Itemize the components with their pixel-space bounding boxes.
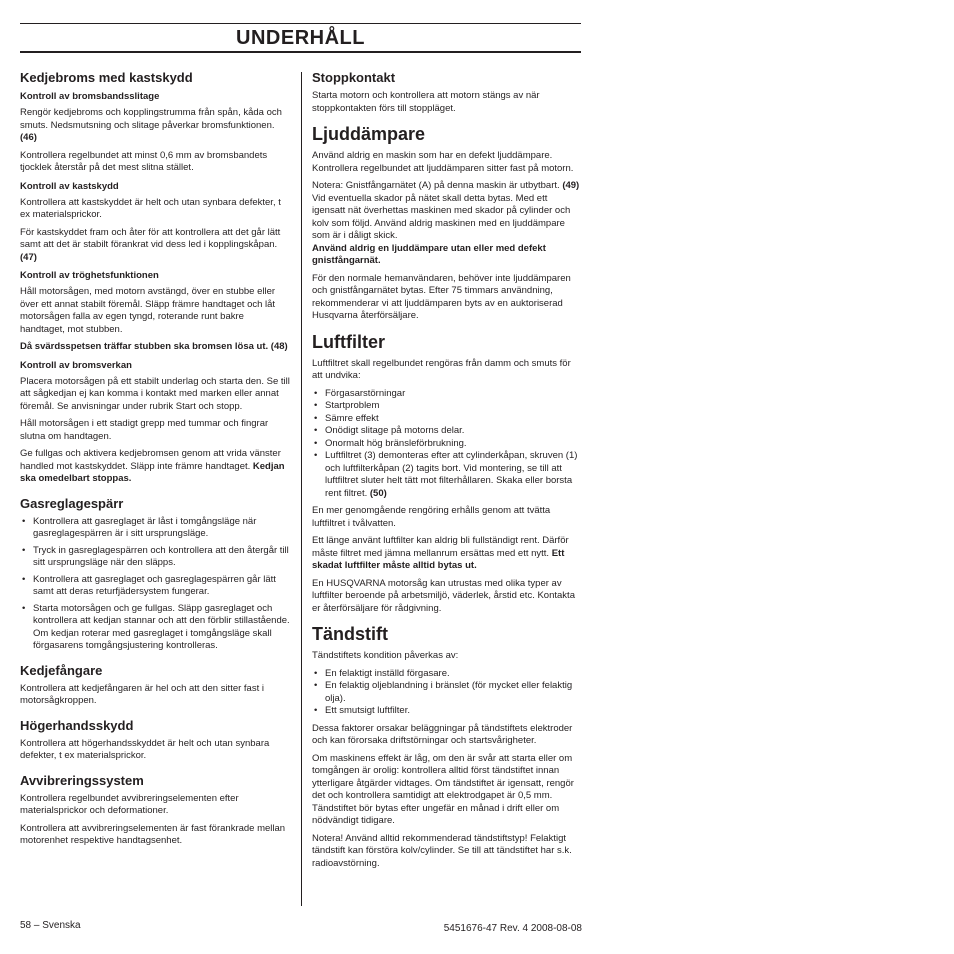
- paragraph: Ge fullgas och aktivera kedjebromsen genom att vrida vänster handled mot kastskyddet. Släpp inte främre handtaget. Kedjan ska omedelbart stoppas.: [20, 448, 285, 484]
- paragraph: Håll motorsågen i ett stadigt grepp med tummar och fingrar slutna om handtagen.: [20, 418, 269, 442]
- list-item: • En felaktig oljeblandning i bränslet (för mycket eller felaktig olja).: [312, 680, 582, 705]
- list-item: • Luftfiltret (3) demonteras efter att cylinderkåpan, skruven (1) och luftfilterkåpan (2) tagits bort. Vid montering, se till att luftfiltret sluter helt tätt mot filterhållaren. Skaka eller borsta rent filtret. (50): [312, 450, 582, 500]
- subsection-title-brake-band-wear: Kontroll av bromsbandsslitage: [20, 91, 160, 102]
- list-item: • Sämre effekt: [312, 413, 582, 426]
- paragraph: Kontrollera regelbundet att minst 0,6 mm av bromsbandets tjocklek återstår på det mest slitna stället.: [20, 149, 268, 173]
- section-title-stop-switch: Stoppkontakt: [312, 70, 396, 85]
- list-item: • Kontrollera att gasreglaget och gasreglagespärren går lätt samt att deras returfjädersystem fungerar.: [20, 574, 290, 599]
- section-title-throttle-lockout: Gasreglagespärr: [20, 495, 124, 511]
- section-title-right-hand-guard: Högerhandsskydd: [20, 717, 134, 733]
- paragraph: Kontrollera regelbundet avvibreringselementen efter materialsprickor och deformationer.: [20, 792, 239, 816]
- paragraph: Placera motorsågen på ett stabilt underlag och starta den. Se till att sågkedjan ej kan komma i kontakt med marken eller annat föremål. Se anvisningar under rubrik Start och stopp.: [20, 375, 290, 412]
- paragraph: Kontrollera att kastskyddet är helt och utan synbara defekter, t ex materialsprickor.: [20, 196, 281, 220]
- spark-plug-list: [312, 668, 582, 718]
- document-number: 5451676-47 Rev. 4 2008-08-08: [443, 923, 582, 934]
- paragraph: Håll motorsågen, med motorn avstängd, över en stubbe eller över ett annat stabilt föremål. Släpp främre handtaget och låt motorsågen falla av egen tyngd, roterande runt bakre handtaget, mot stubben.: [20, 286, 276, 335]
- section-title-chain-catcher: Kedjefångare: [20, 662, 103, 678]
- paragraph: För kastskyddet fram och åter för att kontrollera att det går lätt samt att det är stabilt förankrat vid dess led i kopplingskåpan. (47): [20, 226, 281, 263]
- paragraph: Dessa faktorer orsakar beläggningar på tändstiftets elektroder och kan förorsaka driftstörningar och startsvårigheter.: [312, 722, 573, 746]
- section-title-muffler: Ljuddämpare: [312, 124, 426, 144]
- paragraph: För den normale hemanvändaren, behöver inte ljuddämparen och gnistfångarnätet bytas. Efter 75 timmars användning, rekommenderar vi att ljuddämparen byts av en auktoriserad Husqvarna återförsäljare.: [312, 272, 571, 321]
- paragraph: Notera: Gnistfångarnätet (A) på denna maskin är utbytbart. (49) Vid eventuella skador på nätet skall detta bytas. Med ett igensatt nät överhettas maskinen med skador på cylinder och kolv som följd. Använd aldrig maskinen med en ljuddämpare som är i dåligt skick. Använd aldrig en ljuddämpare utan eller med defekt gnistfångarnät.: [312, 180, 580, 266]
- subsection-title-brake-effect: Kontroll av bromsverkan: [20, 359, 132, 371]
- paragraph: Ett länge använt luftfilter kan aldrig bli fullständigt rent. Därför måste filtret med jämna mellanrum ersättas med ett nytt. Ett skadat luftfilter måste alltid bytas ut.: [312, 535, 569, 571]
- air-filter-list: [312, 388, 582, 501]
- paragraph: En HUSQVARNA motorsåg kan utrustas med olika typer av luftfilter beroende på arbetsmiljö, väderlek, årstid etc. Kontakta er återförsäljare för rådgivning.: [312, 577, 575, 614]
- list-item: • Tryck in gasreglagespärren och kontrollera att den återgår till sitt ursprungsläge när den släpps.: [20, 545, 290, 570]
- section-title-air-filter: Luftfilter: [312, 331, 385, 352]
- figure-ref: (50): [369, 487, 387, 499]
- paragraph: Kontrollera att avvibreringselementen är fast förankrade mellan motorenhet respektive handtagsenhet.: [20, 822, 286, 846]
- list-item: • Onormalt hög bränsleförbrukning.: [312, 438, 582, 451]
- subsection-title-kickback-guard: Kontroll av kastskydd: [20, 180, 119, 192]
- list-item: • Kontrollera att gasreglaget är låst i tomgångsläge när gasreglagespärren är i sitt ursprungsläge.: [20, 516, 290, 541]
- section-title-chain-brake: Kedjebroms med kastskydd: [20, 70, 193, 85]
- header-rule-top: [20, 23, 581, 24]
- figure-ref: (46): [20, 132, 37, 143]
- list-item: • Onödigt slitage på motorns delar.: [312, 425, 582, 438]
- paragraph: En mer genomgående rengöring erhålls genom att tvätta luftfiltret i tvålvatten.: [312, 505, 551, 529]
- section-title-anti-vibration: Avvibreringssystem: [20, 772, 144, 788]
- list-item: • Startproblem: [312, 400, 582, 413]
- paragraph-bold: Då svärdsspetsen träffar stubben ska bromsen lösa ut. (48): [20, 341, 288, 352]
- figure-ref: (49): [562, 180, 580, 191]
- paragraph: Använd aldrig en maskin som har en defekt ljuddämpare. Kontrollera regelbundet att ljuddämparen sitter fast på motorn.: [312, 150, 574, 174]
- paragraph: Luftfiltret skall regelbundet rengöras från damm och smuts för att undvika:: [312, 357, 571, 381]
- paragraph: Starta motorn och kontrollera att motorn stängs av när stoppkontakten förs till stoppläget.: [312, 90, 540, 114]
- paragraph: Notera! Använd alltid rekommenderad tändstiftstyp! Felaktigt tändstift kan förstöra kolv/cylinder. Se till att tändstiftet har s.k. radioavstörning.: [312, 832, 572, 869]
- left-column: [20, 70, 290, 853]
- column-divider: [301, 72, 302, 906]
- right-column: [312, 70, 582, 875]
- list-item: • En felaktigt inställd förgasare.: [312, 668, 582, 681]
- list-item: • Starta motorsågen och ge fullgas. Släpp gasreglaget och kontrollera att kedjan stannar och att den förblir stillastående. Om kedjan roterar med gasreglaget i tomgångsläge skall förgasarens tomgångsjustering kontrolleras.: [20, 603, 290, 653]
- paragraph: Kontrollera att kedjefångaren är hel och att den sitter fast i motorsågkroppen.: [20, 682, 264, 706]
- paragraph: Tändstiftets kondition påverkas av:: [312, 650, 459, 661]
- paragraph: Om maskinens effekt är låg, om den är svår att starta eller om tomgången är orolig: kontrollera alltid först tändstiftet innan ytterligare åtgärder vidtages. Om tändstiftet är igensatt, rengör det och kontrollera samtidigt att elektrodgapet är 0,5 mm. Tändstiftet bör bytas efter ungefär en månad i drift eller om nödvändigt tidigare.: [312, 752, 574, 826]
- subsection-title-inertia: Kontroll av tröghetsfunktionen: [20, 270, 159, 281]
- paragraph: Kontrollera att högerhandsskyddet är helt och utan synbara defekter, t ex materialsprickor.: [20, 737, 270, 761]
- section-title-spark-plug: Tändstift: [312, 624, 388, 644]
- list-item: • Förgasarstörningar: [312, 388, 582, 401]
- page-title: UNDERHÅLL: [236, 27, 365, 49]
- throttle-checklist: [20, 516, 290, 653]
- page-number: 58 – Svenska: [20, 920, 81, 931]
- list-item: • Ett smutsigt luftfilter.: [312, 705, 582, 718]
- header-rule-bottom: [20, 51, 581, 53]
- figure-ref: (47): [20, 251, 37, 263]
- paragraph: Rengör kedjebroms och kopplingstrumma från spån, kåda och smuts. Nedsmutsning och slitage påverkar bromsfunktionen. (46): [20, 107, 282, 143]
